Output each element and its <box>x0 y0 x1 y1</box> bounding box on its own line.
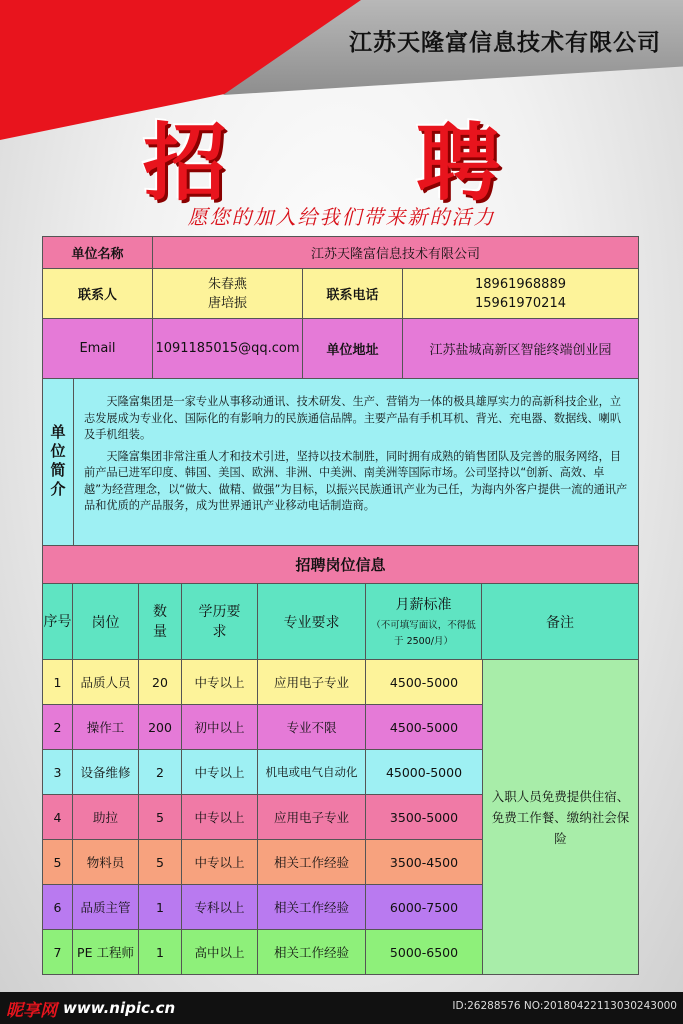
address-label: 单位地址 <box>303 319 403 378</box>
row-no: 4 <box>43 795 73 839</box>
row-count: 1 <box>139 885 182 929</box>
row-position: 品质人员 <box>73 660 139 704</box>
unit-name-value: 江苏天隆富信息技术有限公司 <box>310 247 480 262</box>
row-education: 中专以上 <box>182 660 258 704</box>
row-major: 相关工作经验 <box>258 885 366 929</box>
row-no: 2 <box>43 705 73 749</box>
header-education: 学历要求 <box>182 584 258 659</box>
row-no: 6 <box>43 885 73 929</box>
email-label: Email <box>43 319 153 378</box>
row-salary: 5000-6500 <box>389 944 459 960</box>
row-position: 设备维修 <box>73 750 139 794</box>
site-logo: 昵享网 <box>6 1000 57 1021</box>
header-count: 数量 <box>139 584 182 659</box>
row-salary: 45000-5000 <box>385 764 463 780</box>
row-count: 5 <box>139 840 182 884</box>
row-major: 应用电子专业 <box>258 660 366 704</box>
contact-value <box>153 269 303 318</box>
row-education: 中专以上 <box>182 750 258 794</box>
row-position: PE 工程师 <box>73 930 139 974</box>
row-position: 品质主管 <box>73 885 139 929</box>
intro-paragraph-1: 天隆富集团是一家专业从事移动通讯、技术研发、生产、营销为一体的极具雄厚实力的高新科技企业，立志发展成为专业化、国际化的有影响力的民族通信品牌。主要产品有手机耳机、背光、充电器、数据线、喇叭及手机组装。 <box>84 395 622 441</box>
row-no: 3 <box>43 750 73 794</box>
table-row <box>43 840 482 885</box>
row-position: 操作工 <box>73 705 139 749</box>
email-address-row <box>43 319 638 379</box>
table-row <box>43 750 482 795</box>
row-education: 中专以上 <box>182 795 258 839</box>
table-row <box>43 885 482 930</box>
jobs-body <box>43 660 638 974</box>
row-salary: 3500-5000 <box>389 809 459 825</box>
row-major: 应用电子专业 <box>258 795 366 839</box>
header-major: 专业要求 <box>258 584 366 659</box>
table-row <box>43 660 482 705</box>
unit-name-row <box>43 237 638 269</box>
image-id: ID:26288576 NO:20180422113030243000 <box>452 1000 677 1012</box>
row-salary: 3500-4500 <box>389 854 459 870</box>
unit-name-label: 单位名称 <box>43 237 153 268</box>
row-count: 1 <box>139 930 182 974</box>
table-row <box>43 705 482 750</box>
email-value: 1091185015@qq.com <box>153 319 303 378</box>
row-major: 机电或电气自动化 <box>258 750 366 794</box>
row-count: 2 <box>139 750 182 794</box>
row-salary: 4500-5000 <box>389 719 459 735</box>
intro-label: 单位简介 <box>43 379 74 545</box>
page-title: 招 聘 <box>142 113 581 212</box>
site-url: www.nipic.cn <box>63 999 176 1017</box>
intro-text <box>74 379 638 545</box>
row-major: 专业不限 <box>258 705 366 749</box>
row-salary: 6000-7500 <box>389 899 459 915</box>
header-remark: 备注 <box>546 614 574 631</box>
table-row <box>43 930 482 974</box>
row-no: 7 <box>43 930 73 974</box>
contact-name-2: 唐培振 <box>207 295 247 311</box>
row-education: 中专以上 <box>182 840 258 884</box>
header-no: 序号 <box>43 584 73 659</box>
remark-cell: 入职人员免费提供住宿、免费工作餐、缴纳社会保险 <box>482 660 638 974</box>
row-major: 相关工作经验 <box>258 930 366 974</box>
row-no: 1 <box>43 660 73 704</box>
row-count: 20 <box>139 660 182 704</box>
phone-number-1: 18961968889 <box>475 276 566 292</box>
phone-number-2: 15961970214 <box>475 295 566 311</box>
row-no: 5 <box>43 840 73 884</box>
header-salary-label: 月薪标准 <box>395 596 452 613</box>
row-position: 物料员 <box>73 840 139 884</box>
slogan: 愿您的加入给我们带来新的活力 <box>187 205 496 229</box>
company-name-header: 江苏天隆富信息技术有限公司 <box>349 30 661 56</box>
jobs-section-title: 招聘岗位信息 <box>43 546 638 584</box>
row-salary: 4500-5000 <box>389 674 459 690</box>
header-salary <box>366 584 482 659</box>
row-education: 专科以上 <box>182 885 258 929</box>
header-salary-note: （不可填写面议，不得低于 2500/月） <box>371 619 476 647</box>
jobs-header-row <box>43 584 638 660</box>
table-row <box>43 795 482 840</box>
company-intro <box>43 379 638 546</box>
header-position: 岗位 <box>73 584 139 659</box>
job-rows <box>43 660 482 974</box>
row-count: 200 <box>139 705 182 749</box>
row-education: 初中以上 <box>182 705 258 749</box>
recruitment-table <box>42 236 639 975</box>
contact-row <box>43 269 638 319</box>
watermark-footer <box>0 992 683 1024</box>
address-value: 江苏盐城高新区智能终端创业园 <box>429 343 612 358</box>
row-count: 5 <box>139 795 182 839</box>
contact-label: 联系人 <box>43 269 153 318</box>
phone-value <box>403 269 638 318</box>
row-major: 相关工作经验 <box>258 840 366 884</box>
intro-paragraph-2: 天隆富集团非常注重人才和技术引进，坚持以技术制胜，同时拥有成熟的销售团队及完善的服务网络，目前产品已进军印度、韩国、美国、欧洲、非洲、中美洲、南美洲等国际市场。公司坚持以“创新、高效、卓越”为经营理念，以“做大、做精、做强”为目标，以振兴民族通讯产业为己任，为海内外客户提供一流的通讯产品和优质的产品服务，成为世界通讯产业移动电话制造商。 <box>84 449 628 512</box>
row-education: 高中以上 <box>182 930 258 974</box>
phone-label: 联系电话 <box>303 269 403 318</box>
contact-name-1: 朱春燕 <box>207 276 247 292</box>
row-position: 助拉 <box>73 795 139 839</box>
